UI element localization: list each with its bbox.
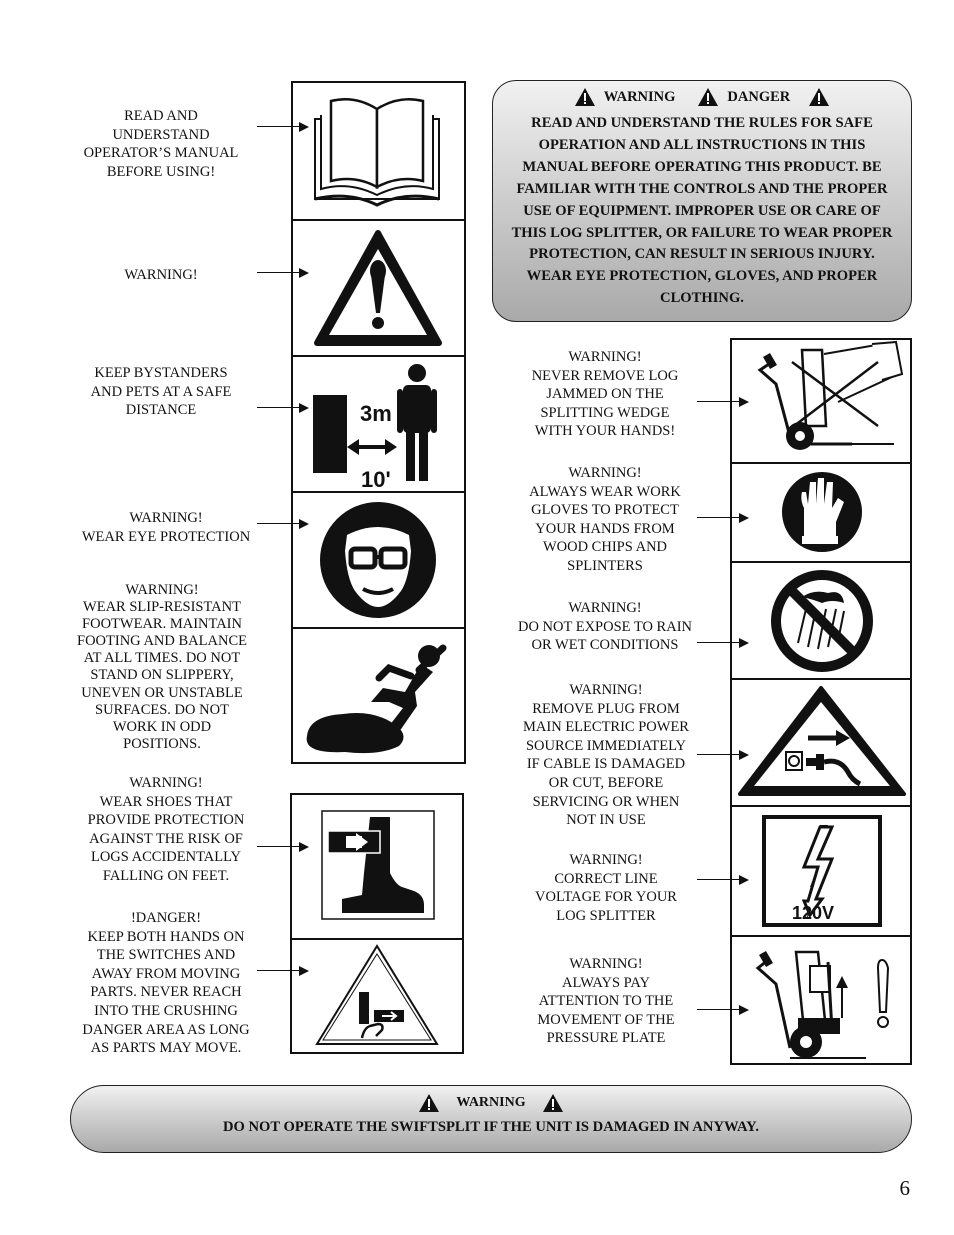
exclamation-triangle-icon (293, 221, 464, 355)
warning-triangle-icon (697, 87, 719, 107)
bottom-banner-warning-word: WARNING (456, 1095, 526, 1110)
symbol-work-gloves (732, 464, 910, 563)
slipping-person-icon (293, 629, 464, 766)
safety-goggles-icon (293, 493, 464, 627)
right-symbol-column (730, 338, 912, 1065)
top-warning-banner (492, 80, 912, 322)
bottom-banner-body: DO NOT OPERATE THE SWIFTSPLIT IF THE UNIT IS DAMAGED IN ANYWAY. (222, 1119, 760, 1135)
top-banner-heading (507, 87, 897, 107)
symbol-slip-resistant (293, 629, 464, 766)
top-banner-danger-word: DANGER (727, 88, 791, 105)
label-crushing-danger: !DANGER! KEEP BOTH HANDS ON THE SWITCHES AND AWAY FROM MOVING PARTS. NEVER REACH INTO THE CRUSHING DANGER AREA AS LONG AS PARTS MAY MOVE. (82, 910, 250, 1057)
left-symbol-column (291, 81, 466, 764)
symbol-safe-distance (293, 357, 464, 493)
safety-boot-icon (292, 795, 462, 938)
open-book-icon (293, 83, 464, 219)
glove-icon (732, 464, 910, 561)
symbol-remove-plug (732, 680, 910, 807)
symbol-protective-shoes (292, 795, 462, 940)
label-general-warning: WARNING! (124, 267, 198, 283)
no-rain-icon (732, 563, 910, 678)
warning-triangle-icon (808, 87, 830, 107)
label-bystanders: KEEP BYSTANDERS AND PETS AT A SAFE DISTANCE (90, 365, 232, 419)
label-slip-resistant: WARNING! WEAR SLIP-RESISTANT FOOTWEAR. MAINTAIN FOOTING AND BALANCE AT ALL TIMES. DO NOT STAND ON SLIPPERY, UNEVEN OR UNSTABLE SURFACES. DO NOT WORK IN ODD POSITIONS. (77, 582, 247, 752)
symbol-eye-protection (293, 493, 464, 629)
label-jammed-log: WARNING! NEVER REMOVE LOG JAMMED ON THE SPLITTING WEDGE WITH YOUR HANDS! (531, 349, 679, 440)
label-pressure-plate: WARNING! ALWAYS PAY ATTENTION TO THE MOVEMENT OF THE PRESSURE PLATE (537, 956, 675, 1047)
electric-plug-triangle-icon (732, 680, 910, 805)
symbol-jammed-log (732, 340, 910, 464)
label-remove-plug: WARNING! REMOVE PLUG FROM MAIN ELECTRIC POWER SOURCE IMMEDIATELY IF CABLE IS DAMAGED OR CUT, BEFORE SERVICING OR WHEN NOT IN USE (523, 682, 689, 829)
symbol-no-rain (732, 563, 910, 680)
distance-metric-text: 3m (360, 401, 392, 426)
label-no-rain: WARNING! DO NOT EXPOSE TO RAIN OR WET CONDITIONS (517, 600, 692, 654)
pressure-plate-icon (732, 937, 910, 1067)
top-banner-warning-word: WARNING (603, 88, 676, 105)
label-work-gloves: WARNING! ALWAYS WEAR WORK GLOVES TO PROTECT YOUR HANDS FROM WOOD CHIPS AND SPLINTERS (529, 465, 681, 574)
symbol-line-voltage (732, 807, 910, 937)
symbol-read-manual (293, 83, 464, 221)
top-banner-body: READ AND UNDERSTAND THE RULES FOR SAFE OPERATION AND ALL INSTRUCTIONS IN THIS MANUAL BEFORE OPERATING THIS PRODUCT. BE FAMILIAR WITH THE CONTROLS AND THE PROPER USE OF EQUIPMENT. IMPROPER USE OR CARE OF THIS LOG SPLITTER, OR FAILURE TO WEAR PROPER PROTECTION, CAN RESULT IN SERIOUS INJURY. WEAR EYE PROTECTION, GLOVES, AND PROPER CLOTHING. (511, 115, 893, 307)
label-eye-protection: WARNING! WEAR EYE PROTECTION (81, 510, 251, 545)
symbol-crushing-danger (292, 940, 462, 1052)
distance-imperial-text: 10' (361, 467, 391, 491)
label-read-manual: READ AND UNDERSTAND OPERATOR’S MANUAL BEFORE USING! (83, 108, 239, 180)
bottom-banner-heading (71, 1093, 911, 1113)
log-splitter-crossed-icon (732, 340, 910, 462)
warning-triangle-icon (418, 1093, 440, 1113)
symbol-general-warning (293, 221, 464, 357)
lightning-voltage-icon (732, 807, 910, 935)
voltage-text: 120V (792, 903, 835, 923)
warning-triangle-icon (574, 87, 596, 107)
warning-triangle-icon (542, 1093, 564, 1113)
label-line-voltage: WARNING! CORRECT LINE VOLTAGE FOR YOUR LOG SPLITTER (535, 852, 677, 924)
left-symbol-column-lower (290, 793, 464, 1054)
page-number: 6 (899, 1176, 910, 1200)
safe-distance-icon (293, 357, 464, 491)
symbol-pressure-plate (732, 937, 910, 1067)
bottom-warning-banner (70, 1085, 912, 1153)
label-protective-shoes: WARNING! WEAR SHOES THAT PROVIDE PROTECTION AGAINST THE RISK OF LOGS ACCIDENTALLY FALLING ON FEET. (87, 775, 245, 884)
hand-crush-icon (292, 940, 462, 1052)
